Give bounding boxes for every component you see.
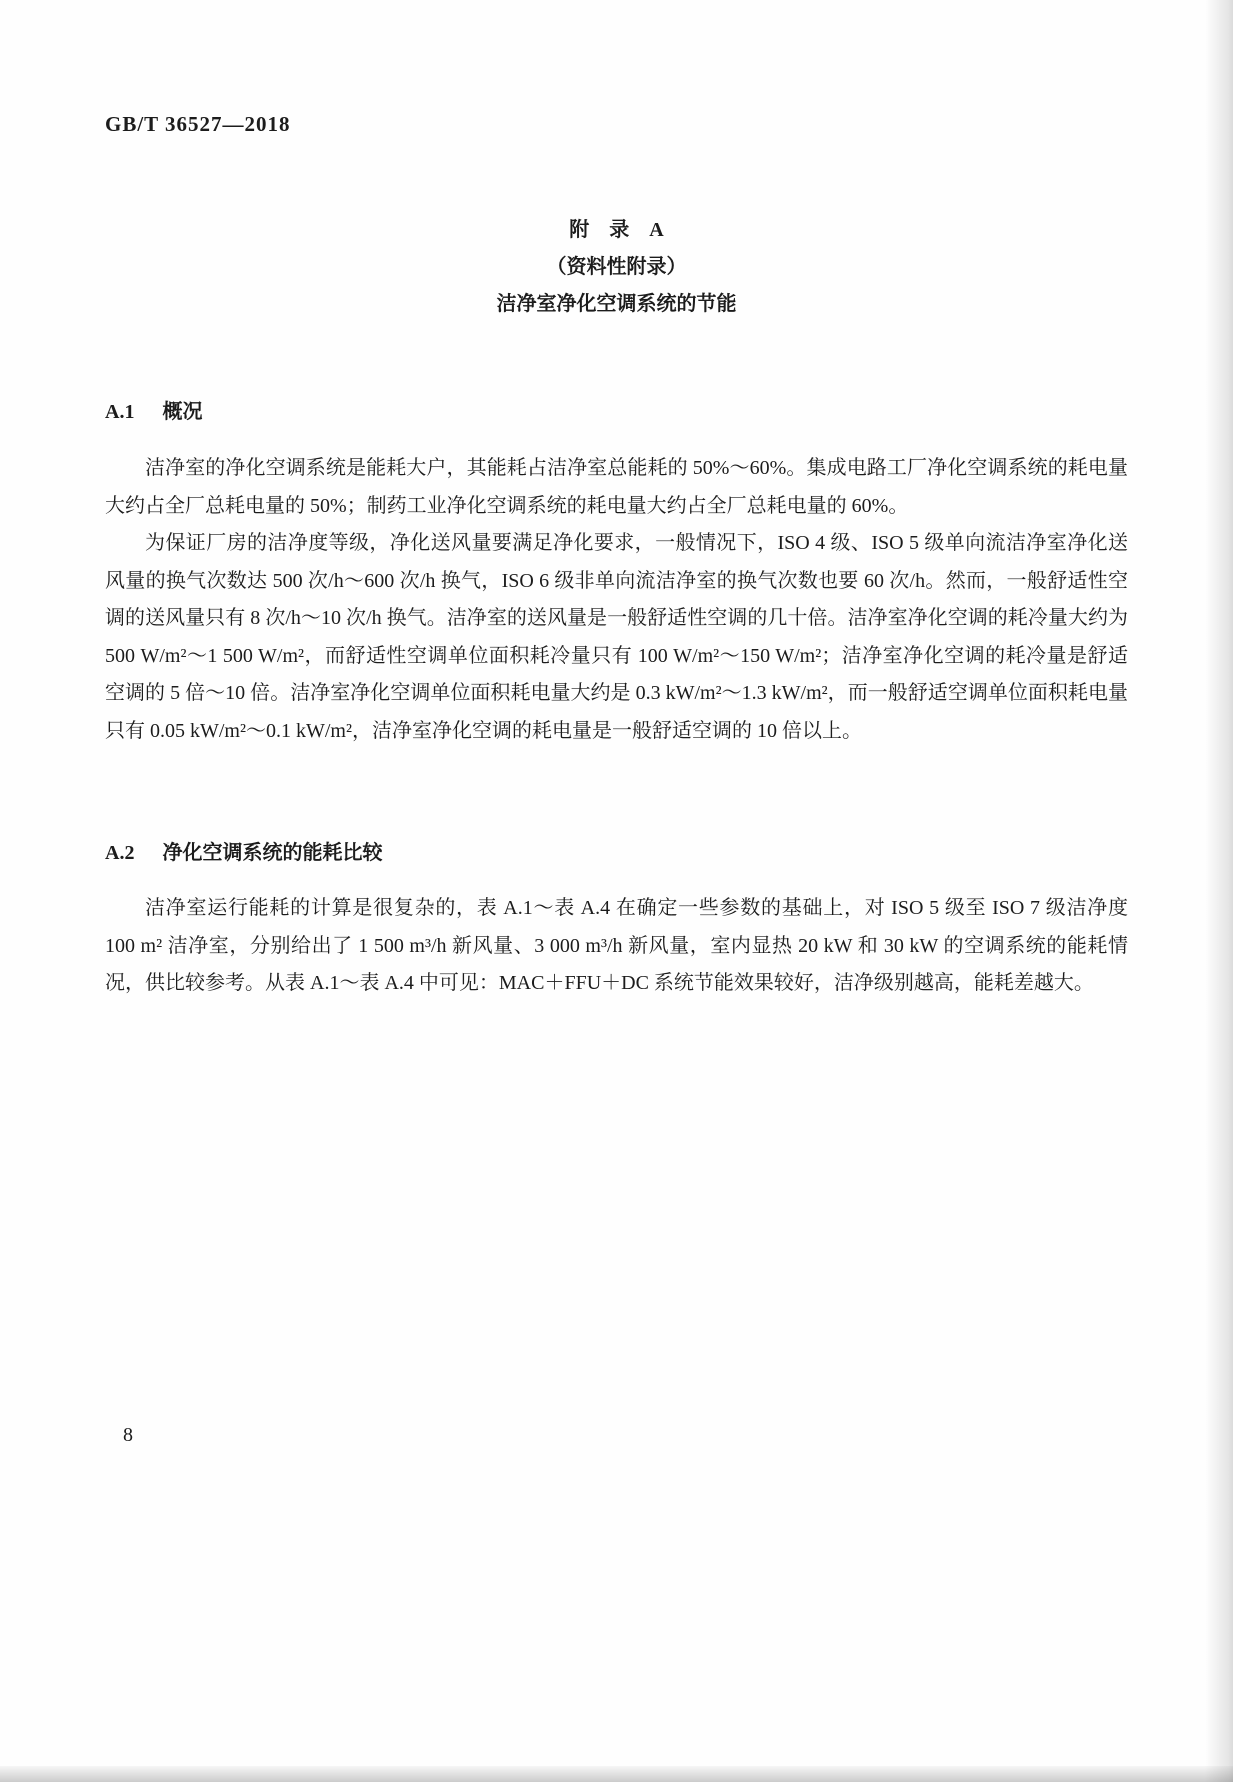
section-number: A.2 <box>105 842 135 864</box>
section-a1-body <box>105 450 1128 750</box>
page-number: 8 <box>123 1424 133 1446</box>
paragraph: 为保证厂房的洁净度等级，净化送风量要满足净化要求，一般情况下，ISO 4 级、ISO 5 级单向流洁净室净化送风量的换气次数达 500 次/h～600 次/h 换气，ISO 6 级非单向流洁净室的换气次数也要 60 次/h。然而，一般舒适性空调的送风量只有 8 次/h～10 次/h 换气。洁净室的送风量是一般舒适性空调的几十倍。洁净室净化空调的耗冷量大约为 500 W/m²～1 500 W/m²，而舒适性空调单位面积耗冷量只有 100 W/m²～150 W/m²；洁净室净化空调的耗冷量是舒适空调的 5 倍～10 倍。洁净室净化空调单位面积耗电量大约是 0.3 kW/m²～1.3 kW/m²，而一般舒适空调单位面积耗电量只有 0.05 kW/m²～0.1 kW/m²，洁净室净化空调的耗电量是一般舒适空调的 10 倍以上。 <box>105 532 1128 742</box>
section-title: 概况 <box>162 401 203 423</box>
section-heading-a2 <box>105 836 382 865</box>
scan-edge-bottom <box>0 1766 1233 1782</box>
appendix-title-line3: 洁净室净化空调系统的节能 <box>496 293 737 315</box>
section-number: A.1 <box>105 401 135 423</box>
appendix-title-line1: 附 录 A <box>569 219 664 241</box>
section-a2-body <box>105 890 1128 1003</box>
section-heading-a1 <box>105 395 202 424</box>
standard-number: GB/T 36527—2018 <box>105 112 291 136</box>
paragraph: 洁净室的净化空调系统是能耗大户，其能耗占洁净室总能耗的 50%～60%。集成电路工厂净化空调系统的耗电量大约占全厂总耗电量的 50%；制药工业净化空调系统的耗电量大约占全厂总耗电量的 60%。 <box>105 457 1128 517</box>
paragraph: 洁净室运行能耗的计算是很复杂的，表 A.1～表 A.4 在确定一些参数的基础上，对 ISO 5 级至 ISO 7 级洁净度 100 m² 洁净室，分别给出了 1 500 m³/h 新风量、3 000 m³/h 新风量，室内显热 20 kW 和 30 kW 的空调系统的能耗情况，供比较参考。从表 A.1～表 A.4 中可见：MAC＋FFU＋DC 系统节能效果较好，洁净级别越高，能耗差越大。 <box>105 897 1128 994</box>
appendix-title-block <box>0 212 1233 323</box>
section-title: 净化空调系统的能耗比较 <box>162 842 383 864</box>
appendix-title-line2: （资料性附录） <box>546 256 687 278</box>
